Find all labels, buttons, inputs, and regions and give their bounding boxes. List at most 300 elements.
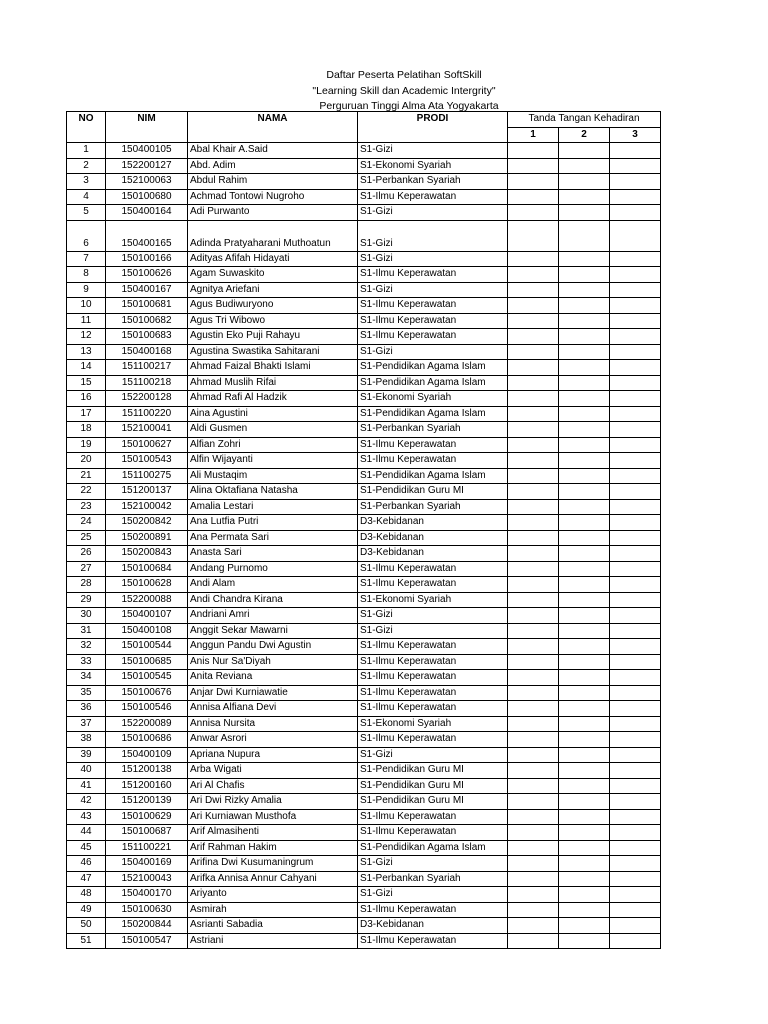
row-no-cell: 7 [67, 251, 106, 267]
signature-cell-1[interactable] [508, 577, 559, 593]
signature-cell-1[interactable] [508, 670, 559, 686]
signature-cell-2[interactable] [559, 670, 610, 686]
signature-cell-2[interactable] [559, 437, 610, 453]
row-prodi-cell: S1-Pendidikan Agama Islam [358, 375, 508, 391]
table-row [67, 825, 661, 841]
signature-cell-2[interactable] [559, 763, 610, 779]
signature-cell-1[interactable] [508, 422, 559, 438]
row-nim-cell: 150100628 [106, 577, 188, 593]
signature-cell-1[interactable] [508, 732, 559, 748]
row-prodi-cell: S1-Pendidikan Guru MI [358, 794, 508, 810]
signature-cell-3[interactable] [610, 902, 661, 918]
row-no-cell: 31 [67, 623, 106, 639]
row-nim-cell: 150100676 [106, 685, 188, 701]
row-nim-cell: 150100686 [106, 732, 188, 748]
signature-cell-2[interactable] [559, 422, 610, 438]
row-nama-cell: Agustina Swastika Sahitarani [188, 344, 358, 360]
row-no-cell: 3 [67, 174, 106, 190]
signature-cell-1[interactable] [508, 546, 559, 562]
signature-cell-2[interactable] [559, 933, 610, 949]
signature-cell-2[interactable] [559, 825, 610, 841]
signature-cell-1[interactable] [508, 887, 559, 903]
row-no-cell: 45 [67, 840, 106, 856]
row-prodi-cell: S1-Ekonomi Syariah [358, 592, 508, 608]
row-no-cell: 33 [67, 654, 106, 670]
row-no-cell: 9 [67, 282, 106, 298]
table-row [67, 623, 661, 639]
row-nama-cell: Adityas Afifah Hidayati [188, 251, 358, 267]
table-row [67, 313, 661, 329]
signature-cell-3[interactable] [610, 933, 661, 949]
signature-cell-3[interactable] [610, 515, 661, 531]
attendance-table [66, 111, 661, 949]
row-nim-cell: 150100685 [106, 654, 188, 670]
signature-cell-2[interactable] [559, 329, 610, 345]
row-nim-cell: 150100545 [106, 670, 188, 686]
row-prodi-cell: S1-Perbankan Syariah [358, 499, 508, 515]
signature-cell-1[interactable] [508, 391, 559, 407]
signature-cell-1[interactable] [508, 205, 559, 221]
row-no-cell: 49 [67, 902, 106, 918]
signature-cell-2[interactable] [559, 747, 610, 763]
signature-cell-3[interactable] [610, 561, 661, 577]
table-row [67, 577, 661, 593]
table-row [67, 608, 661, 624]
row-nim-cell: 150100681 [106, 298, 188, 314]
row-prodi-cell: S1-Ilmu Keperawatan [358, 561, 508, 577]
table-row [67, 701, 661, 717]
row-no-cell: 46 [67, 856, 106, 872]
row-no-cell: 38 [67, 732, 106, 748]
signature-cell-2[interactable] [559, 716, 610, 732]
signature-cell-1[interactable] [508, 716, 559, 732]
signature-cell-2[interactable] [559, 282, 610, 298]
signature-cell-1[interactable] [508, 453, 559, 469]
signature-cell-3[interactable] [610, 422, 661, 438]
signature-cell-2[interactable] [559, 887, 610, 903]
row-nama-cell: Anggun Pandu Dwi Agustin [188, 639, 358, 655]
signature-cell-2[interactable] [559, 732, 610, 748]
signature-cell-2[interactable] [559, 484, 610, 500]
signature-cell-3[interactable] [610, 406, 661, 422]
table-row [67, 220, 661, 251]
signature-cell-3[interactable] [610, 313, 661, 329]
signature-cell-3[interactable] [610, 375, 661, 391]
signature-cell-3[interactable] [610, 267, 661, 283]
row-no-cell: 40 [67, 763, 106, 779]
signature-cell-2[interactable] [559, 918, 610, 934]
row-no-cell: 50 [67, 918, 106, 934]
row-nama-cell: Arifina Dwi Kusumaningrum [188, 856, 358, 872]
signature-cell-2[interactable] [559, 515, 610, 531]
row-nama-cell: Anjar Dwi Kurniawatie [188, 685, 358, 701]
signature-cell-3[interactable] [610, 220, 661, 251]
signature-cell-3[interactable] [610, 530, 661, 546]
signature-cell-2[interactable] [559, 639, 610, 655]
signature-cell-3[interactable] [610, 453, 661, 469]
row-prodi-cell: S1-Ilmu Keperawatan [358, 809, 508, 825]
row-nim-cell: 150100630 [106, 902, 188, 918]
signature-cell-1[interactable] [508, 267, 559, 283]
signature-cell-1[interactable] [508, 515, 559, 531]
row-no-cell: 5 [67, 205, 106, 221]
signature-cell-3[interactable] [610, 174, 661, 190]
signature-cell-3[interactable] [610, 778, 661, 794]
row-prodi-cell: S1-Gizi [358, 856, 508, 872]
row-no-cell: 4 [67, 189, 106, 205]
signature-cell-1[interactable] [508, 406, 559, 422]
signature-cell-1[interactable] [508, 375, 559, 391]
table-row [67, 670, 661, 686]
row-prodi-cell: S1-Gizi [358, 205, 508, 221]
signature-cell-3[interactable] [610, 546, 661, 562]
signature-cell-3[interactable] [610, 887, 661, 903]
signature-cell-2[interactable] [559, 530, 610, 546]
signature-cell-3[interactable] [610, 205, 661, 221]
row-nama-cell: Annisa Nursita [188, 716, 358, 732]
row-prodi-cell: S1-Ilmu Keperawatan [358, 313, 508, 329]
row-no-cell: 26 [67, 546, 106, 562]
signature-cell-1[interactable] [508, 251, 559, 267]
signature-cell-1[interactable] [508, 623, 559, 639]
row-nim-cell: 151200160 [106, 778, 188, 794]
signature-cell-1[interactable] [508, 918, 559, 934]
signature-cell-3[interactable] [610, 298, 661, 314]
signature-cell-2[interactable] [559, 391, 610, 407]
signature-cell-1[interactable] [508, 499, 559, 515]
signature-cell-1[interactable] [508, 608, 559, 624]
row-nim-cell: 150100687 [106, 825, 188, 841]
signature-cell-1[interactable] [508, 763, 559, 779]
row-prodi-cell: S1-Pendidikan Agama Islam [358, 468, 508, 484]
signature-cell-1[interactable] [508, 143, 559, 159]
row-no-cell: 17 [67, 406, 106, 422]
row-prodi-cell: S1-Ilmu Keperawatan [358, 654, 508, 670]
row-no-cell: 14 [67, 360, 106, 376]
row-nim-cell: 152200128 [106, 391, 188, 407]
row-nama-cell: Anwar Asrori [188, 732, 358, 748]
signature-cell-1[interactable] [508, 825, 559, 841]
row-no-cell: 27 [67, 561, 106, 577]
signature-cell-2[interactable] [559, 298, 610, 314]
signature-cell-1[interactable] [508, 561, 559, 577]
table-row [67, 794, 661, 810]
signature-cell-1[interactable] [508, 639, 559, 655]
row-nim-cell: 150400170 [106, 887, 188, 903]
signature-cell-2[interactable] [559, 592, 610, 608]
signature-cell-2[interactable] [559, 267, 610, 283]
row-nim-cell: 150200844 [106, 918, 188, 934]
row-prodi-cell: S1-Pendidikan Agama Islam [358, 360, 508, 376]
table-body [67, 143, 661, 949]
signature-cell-2[interactable] [559, 654, 610, 670]
signature-cell-2[interactable] [559, 902, 610, 918]
row-nama-cell: Agnitya Ariefani [188, 282, 358, 298]
table-row [67, 406, 661, 422]
signature-cell-3[interactable] [610, 747, 661, 763]
table-row [67, 778, 661, 794]
column-header-session-2: 2 [559, 127, 610, 143]
row-nim-cell: 150100626 [106, 267, 188, 283]
signature-cell-2[interactable] [559, 499, 610, 515]
row-nama-cell: Alfin Wijayanti [188, 453, 358, 469]
row-prodi-cell: S1-Perbankan Syariah [358, 871, 508, 887]
row-prodi-cell: S1-Ilmu Keperawatan [358, 732, 508, 748]
signature-cell-2[interactable] [559, 561, 610, 577]
signature-cell-2[interactable] [559, 871, 610, 887]
signature-cell-3[interactable] [610, 608, 661, 624]
row-nama-cell: Aldi Gusmen [188, 422, 358, 438]
table-row [67, 840, 661, 856]
table-row [67, 453, 661, 469]
signature-cell-3[interactable] [610, 468, 661, 484]
row-nama-cell: Arba Wigati [188, 763, 358, 779]
column-header-nama: NAMA [188, 112, 358, 143]
signature-cell-3[interactable] [610, 763, 661, 779]
signature-cell-3[interactable] [610, 871, 661, 887]
row-prodi-cell: S1-Gizi [358, 623, 508, 639]
signature-cell-3[interactable] [610, 918, 661, 934]
row-nama-cell: Ari Dwi Rizky Amalia [188, 794, 358, 810]
title-line-1: Daftar Peserta Pelatihan SoftSkill [326, 69, 482, 81]
row-nim-cell: 150100629 [106, 809, 188, 825]
signature-cell-2[interactable] [559, 360, 610, 376]
signature-cell-2[interactable] [559, 375, 610, 391]
signature-cell-2[interactable] [559, 577, 610, 593]
row-nama-cell: Anis Nur Sa'Diyah [188, 654, 358, 670]
signature-cell-3[interactable] [610, 189, 661, 205]
signature-cell-1[interactable] [508, 654, 559, 670]
row-nama-cell: Agus Budiwuryono [188, 298, 358, 314]
column-header-session-1: 1 [508, 127, 559, 143]
signature-cell-1[interactable] [508, 701, 559, 717]
signature-cell-3[interactable] [610, 499, 661, 515]
table-row [67, 546, 661, 562]
signature-cell-3[interactable] [610, 437, 661, 453]
signature-cell-3[interactable] [610, 856, 661, 872]
signature-cell-3[interactable] [610, 143, 661, 159]
signature-cell-1[interactable] [508, 282, 559, 298]
row-prodi-cell: S1-Ilmu Keperawatan [358, 825, 508, 841]
table-row [67, 499, 661, 515]
row-prodi-cell: S1-Gizi [358, 220, 508, 251]
signature-cell-1[interactable] [508, 592, 559, 608]
signature-cell-3[interactable] [610, 809, 661, 825]
row-no-cell: 23 [67, 499, 106, 515]
row-prodi-cell: S1-Ekonomi Syariah [358, 716, 508, 732]
row-nim-cell: 150200842 [106, 515, 188, 531]
row-nama-cell: Amalia Lestari [188, 499, 358, 515]
signature-cell-1[interactable] [508, 484, 559, 500]
row-no-cell: 8 [67, 267, 106, 283]
row-nim-cell: 150100684 [106, 561, 188, 577]
signature-cell-1[interactable] [508, 778, 559, 794]
title-line-3: Perguruan Tinggi Alma Ata Yogyakarta [319, 100, 499, 112]
signature-cell-3[interactable] [610, 670, 661, 686]
row-prodi-cell: D3-Kebidanan [358, 530, 508, 546]
signature-cell-2[interactable] [559, 313, 610, 329]
row-nim-cell: 151100220 [106, 406, 188, 422]
signature-cell-1[interactable] [508, 840, 559, 856]
row-nim-cell: 150400165 [106, 220, 188, 251]
signature-cell-1[interactable] [508, 174, 559, 190]
signature-cell-2[interactable] [559, 205, 610, 221]
row-prodi-cell: S1-Ekonomi Syariah [358, 391, 508, 407]
row-nim-cell: 150400164 [106, 205, 188, 221]
row-nim-cell: 152100042 [106, 499, 188, 515]
row-no-cell: 15 [67, 375, 106, 391]
signature-cell-2[interactable] [559, 406, 610, 422]
signature-cell-1[interactable] [508, 530, 559, 546]
signature-cell-1[interactable] [508, 809, 559, 825]
row-nama-cell: Andi Chandra Kirana [188, 592, 358, 608]
signature-cell-3[interactable] [610, 391, 661, 407]
signature-cell-1[interactable] [508, 189, 559, 205]
signature-cell-1[interactable] [508, 685, 559, 701]
signature-cell-3[interactable] [610, 251, 661, 267]
signature-cell-2[interactable] [559, 546, 610, 562]
signature-cell-2[interactable] [559, 220, 610, 251]
row-nama-cell: Adi Purwanto [188, 205, 358, 221]
signature-cell-3[interactable] [610, 794, 661, 810]
signature-cell-2[interactable] [559, 701, 610, 717]
row-nama-cell: Ahmad Rafi Al Hadzik [188, 391, 358, 407]
signature-cell-3[interactable] [610, 732, 661, 748]
row-prodi-cell: S1-Ilmu Keperawatan [358, 577, 508, 593]
signature-cell-2[interactable] [559, 174, 610, 190]
row-no-cell: 10 [67, 298, 106, 314]
signature-cell-3[interactable] [610, 484, 661, 500]
row-no-cell: 48 [67, 887, 106, 903]
row-no-cell: 30 [67, 608, 106, 624]
table-row [67, 298, 661, 314]
signature-cell-3[interactable] [610, 360, 661, 376]
row-nama-cell: Asrianti Sabadia [188, 918, 358, 934]
signature-cell-1[interactable] [508, 298, 559, 314]
row-prodi-cell: S1-Perbankan Syariah [358, 422, 508, 438]
row-nim-cell: 150100680 [106, 189, 188, 205]
signature-cell-3[interactable] [610, 623, 661, 639]
row-prodi-cell: S1-Pendidikan Agama Islam [358, 406, 508, 422]
signature-cell-3[interactable] [610, 685, 661, 701]
signature-cell-2[interactable] [559, 809, 610, 825]
signature-cell-3[interactable] [610, 577, 661, 593]
row-nama-cell: Abdul Rahim [188, 174, 358, 190]
signature-cell-1[interactable] [508, 468, 559, 484]
row-prodi-cell: S1-Pendidikan Agama Islam [358, 840, 508, 856]
signature-cell-2[interactable] [559, 794, 610, 810]
row-nama-cell: Astriani [188, 933, 358, 949]
signature-cell-1[interactable] [508, 747, 559, 763]
row-no-cell: 51 [67, 933, 106, 949]
row-nama-cell: Ahmad Muslih Rifai [188, 375, 358, 391]
signature-cell-1[interactable] [508, 933, 559, 949]
row-nama-cell: Agustin Eko Puji Rahayu [188, 329, 358, 345]
signature-cell-2[interactable] [559, 468, 610, 484]
row-no-cell: 29 [67, 592, 106, 608]
row-no-cell: 2 [67, 158, 106, 174]
table-row [67, 902, 661, 918]
signature-cell-1[interactable] [508, 313, 559, 329]
table-row [67, 639, 661, 655]
signature-cell-3[interactable] [610, 282, 661, 298]
signature-cell-3[interactable] [610, 840, 661, 856]
row-nim-cell: 150100683 [106, 329, 188, 345]
signature-cell-2[interactable] [559, 685, 610, 701]
row-no-cell: 20 [67, 453, 106, 469]
table-row [67, 143, 661, 159]
signature-cell-1[interactable] [508, 856, 559, 872]
row-nim-cell: 150100166 [106, 251, 188, 267]
row-no-cell: 1 [67, 143, 106, 159]
row-nim-cell: 150400107 [106, 608, 188, 624]
row-no-cell: 12 [67, 329, 106, 345]
signature-cell-2[interactable] [559, 623, 610, 639]
table-row [67, 437, 661, 453]
signature-cell-2[interactable] [559, 778, 610, 794]
row-nama-cell: Abal Khair A.Said [188, 143, 358, 159]
signature-cell-3[interactable] [610, 639, 661, 655]
row-prodi-cell: S1-Pendidikan Guru MI [358, 763, 508, 779]
signature-cell-1[interactable] [508, 871, 559, 887]
row-no-cell: 34 [67, 670, 106, 686]
table-row [67, 484, 661, 500]
signature-cell-2[interactable] [559, 856, 610, 872]
table-row [67, 918, 661, 934]
signature-cell-3[interactable] [610, 329, 661, 345]
signature-cell-1[interactable] [508, 902, 559, 918]
row-nim-cell: 152200127 [106, 158, 188, 174]
table-row [67, 809, 661, 825]
signature-cell-2[interactable] [559, 840, 610, 856]
signature-cell-2[interactable] [559, 143, 610, 159]
signature-cell-2[interactable] [559, 158, 610, 174]
signature-cell-2[interactable] [559, 453, 610, 469]
row-prodi-cell: S1-Perbankan Syariah [358, 174, 508, 190]
signature-cell-3[interactable] [610, 158, 661, 174]
signature-cell-1[interactable] [508, 220, 559, 251]
row-prodi-cell: S1-Ilmu Keperawatan [358, 267, 508, 283]
signature-cell-2[interactable] [559, 189, 610, 205]
signature-cell-3[interactable] [610, 825, 661, 841]
signature-cell-3[interactable] [610, 701, 661, 717]
signature-cell-2[interactable] [559, 608, 610, 624]
row-nama-cell: Ana Permata Sari [188, 530, 358, 546]
signature-cell-1[interactable] [508, 329, 559, 345]
row-prodi-cell: S1-Gizi [358, 143, 508, 159]
signature-cell-1[interactable] [508, 360, 559, 376]
row-no-cell: 13 [67, 344, 106, 360]
signature-cell-3[interactable] [610, 344, 661, 360]
signature-cell-3[interactable] [610, 654, 661, 670]
row-prodi-cell: D3-Kebidanan [358, 515, 508, 531]
title-line-2: "Learning Skill dan Academic Intergrity" [312, 84, 496, 97]
signature-cell-1[interactable] [508, 794, 559, 810]
signature-cell-2[interactable] [559, 251, 610, 267]
row-nim-cell: 150100547 [106, 933, 188, 949]
signature-cell-1[interactable] [508, 344, 559, 360]
signature-cell-3[interactable] [610, 716, 661, 732]
table-row [67, 933, 661, 949]
row-no-cell: 44 [67, 825, 106, 841]
row-nama-cell: Abd. Adim [188, 158, 358, 174]
signature-cell-1[interactable] [508, 437, 559, 453]
signature-cell-3[interactable] [610, 592, 661, 608]
signature-cell-2[interactable] [559, 344, 610, 360]
signature-cell-1[interactable] [508, 158, 559, 174]
row-nim-cell: 151200138 [106, 763, 188, 779]
row-nama-cell: Achmad Tontowi Nugroho [188, 189, 358, 205]
